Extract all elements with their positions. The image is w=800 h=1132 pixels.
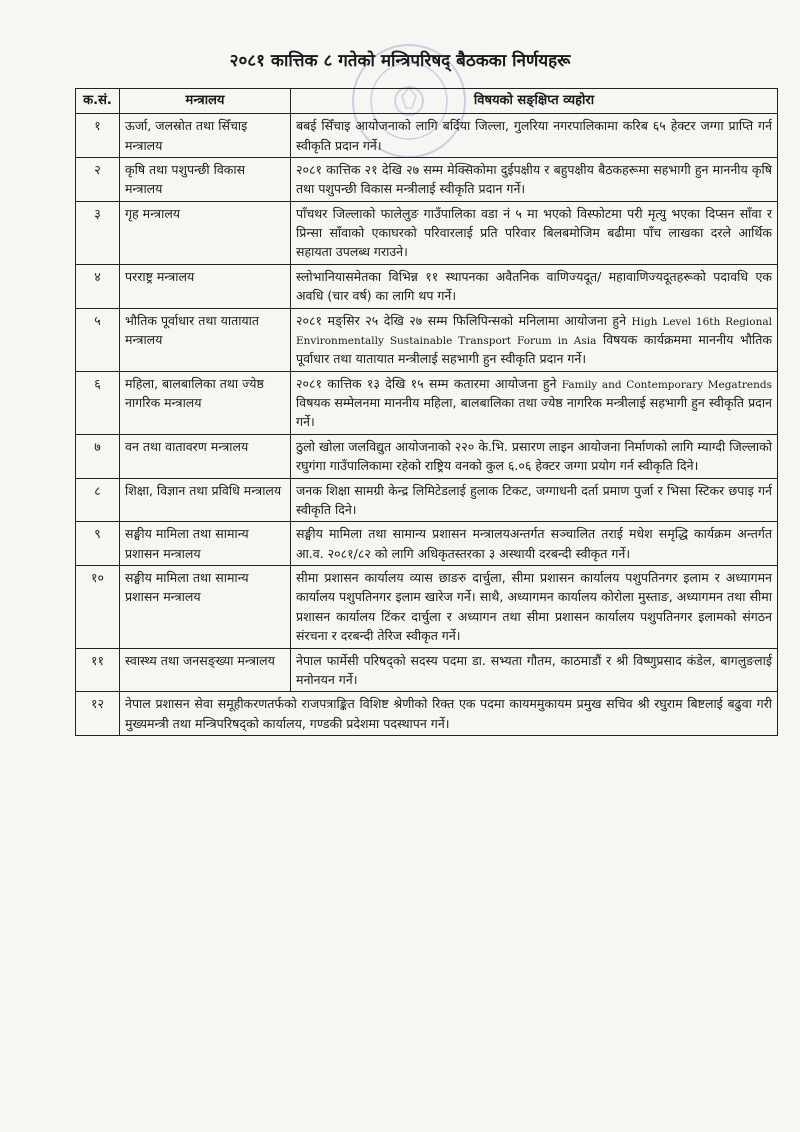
row-subject (291, 371, 778, 434)
table-row (76, 692, 778, 736)
table-row (76, 478, 778, 522)
row-subject: पाँचथर जिल्लाको फालेलुङ गाउँपालिका वडा नं ५ मा भएको विस्फोटमा परी मृत्यु भएका दिप्सन साँवा र प्रिन्सा साँवाको एकाघरको परिवारलाई प्रति परिवार बिलबमोजिम बढीमा पाँच लाखका दरले आर्थिक सहायता उपलब्ध गराउने। (291, 201, 778, 264)
row-ministry: गृह मन्त्रालय (120, 201, 291, 264)
row-number: २ (76, 157, 120, 201)
header-subject: विषयको सङ्क्षिप्त व्यहोरा (291, 89, 778, 114)
row-ministry: स्वास्थ्य तथा जनसङ्ख्या मन्त्रालय (120, 648, 291, 692)
subject-text: विषयक सम्मेलनमा माननीय महिला, बालबालिका तथा ज्येष्ठ नागरिक मन्त्रीलाई सहभागी हुन स्वीकृति प्रदान गर्ने। (296, 395, 772, 430)
row-subject: ठुलो खोला जलविद्युत आयोजनाको २२० के.भि. प्रसारण लाइन आयोजना निर्माणको लागि म्याग्दी जिल्लाको रघुगंगा गाउँपालिकामा रहेको राष्ट्रिय वनको कुल ६.०६ हेक्टर जग्गा प्रयोग गर्न स्वीकृति दिने। (291, 434, 778, 478)
event-name-english: High Level 16th Regional Environmentally Sustainable Transport Forum in Asia (296, 315, 772, 347)
row-number: ३ (76, 201, 120, 264)
row-subject: बबई सिँचाइ आयोजनाको लागि बर्दिया जिल्ला, गुलरिया नगरपालिकामा करिब ६५ हेक्टर जग्गा प्राप्ति गर्न स्वीकृति प्रदान गर्ने। (291, 114, 778, 158)
header-number: क.सं. (76, 89, 120, 114)
subject-text: २०८१ मङ्सिर २५ देखि २७ सम्म फिलिपिन्सको मनिलामा आयोजना हुने (296, 312, 632, 328)
row-subject: जनक शिक्षा सामग्री केन्द्र लिमिटेडलाई हुलाक टिकट, जग्गाधनी दर्ता प्रमाण पुर्जा र भिसा स्टिकर छपाइ गर्न स्वीकृति दिने। (291, 478, 778, 522)
page-title: २०८१ कात्तिक ८ गतेको मन्त्रिपरिषद् बैठकका निर्णयहरू (229, 51, 571, 71)
row-number: १० (76, 566, 120, 649)
row-subject: २०८१ कात्तिक २१ देखि २७ सम्म मेक्सिकोमा दुईपक्षीय र बहुपक्षीय बैठकहरूमा सहभागी हुन माननीय कृषि तथा पशुपन्छी विकास मन्त्रीलाई स्वीकृति प्रदान गर्ने। (291, 157, 778, 201)
row-ministry: कृषि तथा पशुपन्छी विकास मन्त्रालय (120, 157, 291, 201)
row-number: १ (76, 114, 120, 158)
row-ministry: सङ्घीय मामिला तथा सामान्य प्रशासन मन्त्रालय (120, 566, 291, 649)
row-number: ७ (76, 434, 120, 478)
table-row (76, 566, 778, 649)
table-row (76, 157, 778, 201)
subject-text: विषयक कार्यक्रममा माननीय भौतिक पूर्वाधार तथा यातायात मन्त्रीलाई सहभागी हुन स्वीकृति प्रदान गर्ने। (296, 331, 772, 367)
row-full-text: नेपाल प्रशासन सेवा समूहीकरणतर्फको राजपत्राङ्कित विशिष्ट श्रेणीको रिक्त एक पदमा कायममुकायम प्रमुख सचिव श्री रघुराम बिष्टलाई बढुवा गरी मुख्यमन्त्री तथा मन्त्रिपरिषद्को कार्यालय, गण्डकी प्रदेशमा पदस्थापन गर्ने। (120, 692, 778, 736)
table-row (76, 308, 778, 371)
row-ministry: सङ्घीय मामिला तथा सामान्य प्रशासन मन्त्रालय (120, 522, 291, 566)
table-row (76, 264, 778, 308)
subject-text: २०८१ कात्तिक १३ देखि १५ सम्म कतारमा आयोजना हुने (296, 375, 562, 391)
row-subject: स्लोभानियासमेतका विभिन्न ११ स्थापनका अवैतनिक वाणिज्यदूत/ महावाणिज्यदूतहरूको पदावधि एक अवधि (चार वर्ष) का लागि थप गर्ने। (291, 264, 778, 308)
decisions-table (75, 88, 778, 736)
row-ministry: परराष्ट्र मन्त्रालय (120, 264, 291, 308)
row-number: ६ (76, 371, 120, 434)
row-subject: सीमा प्रशासन कार्यालय व्यास छाङरु दार्चुला, सीमा प्रशासन कार्यालय पशुपतिनगर इलाम र अध्यागमन कार्यालय पशुपतिनगर इलाम खारेज गर्ने। साथै, अध्यागमन कार्यालय कोरोला मुस्ताङ, अध्यागमन तथा सीमा प्रशासन कार्यालय टिंकर दार्चुला र अध्यागन तथा सीमा प्रशासन कार्यालय पशुपतिनगर इलामको संगठन संरचना र दरबन्दी तेरिज स्वीकृत गर्ने। (291, 566, 778, 649)
table-row (76, 371, 778, 434)
row-number: ९ (76, 522, 120, 566)
row-number: ४ (76, 264, 120, 308)
table-row (76, 522, 778, 566)
header-ministry: मन्त्रालय (120, 89, 291, 114)
row-number: ५ (76, 308, 120, 371)
row-ministry: वन तथा वातावरण मन्त्रालय (120, 434, 291, 478)
row-ministry: शिक्षा, विज्ञान तथा प्रविधि मन्त्रालय (120, 478, 291, 522)
table-row (76, 201, 778, 264)
row-number: १२ (76, 692, 120, 736)
event-name-english: Family and Contemporary Megatrends (561, 378, 773, 391)
row-number: ८ (76, 478, 120, 522)
row-subject: सङ्घीय मामिला तथा सामान्य प्रशासन मन्त्रालयअन्तर्गत सञ्चालित तराई मधेश समृद्धि कार्यक्रम अन्तर्गत आ.व. २०८१/८२ को लागि अधिकृतस्तरका ३ अस्थायी दरबन्दी स्वीकृत गर्ने। (291, 522, 778, 566)
table-row (76, 648, 778, 692)
row-ministry: महिला, बालबालिका तथा ज्येष्ठ नागरिक मन्त्रालय (120, 371, 291, 434)
row-ministry: ऊर्जा, जलस्रोत तथा सिँचाइ मन्त्रालय (120, 114, 291, 158)
table-header-row (76, 89, 778, 114)
table-row (76, 434, 778, 478)
row-subject: नेपाल फार्मेसी परिषद्को सदस्य पदमा डा. सभ्यता गौतम, काठमाडौं र श्री विष्णुप्रसाद कंडेल, बागलुङलाई मनोनयन गर्ने। (291, 648, 778, 692)
row-ministry: भौतिक पूर्वाधार तथा यातायात मन्त्रालय (120, 308, 291, 371)
table-row (76, 114, 778, 158)
row-subject (291, 308, 778, 371)
row-number: ११ (76, 648, 120, 692)
